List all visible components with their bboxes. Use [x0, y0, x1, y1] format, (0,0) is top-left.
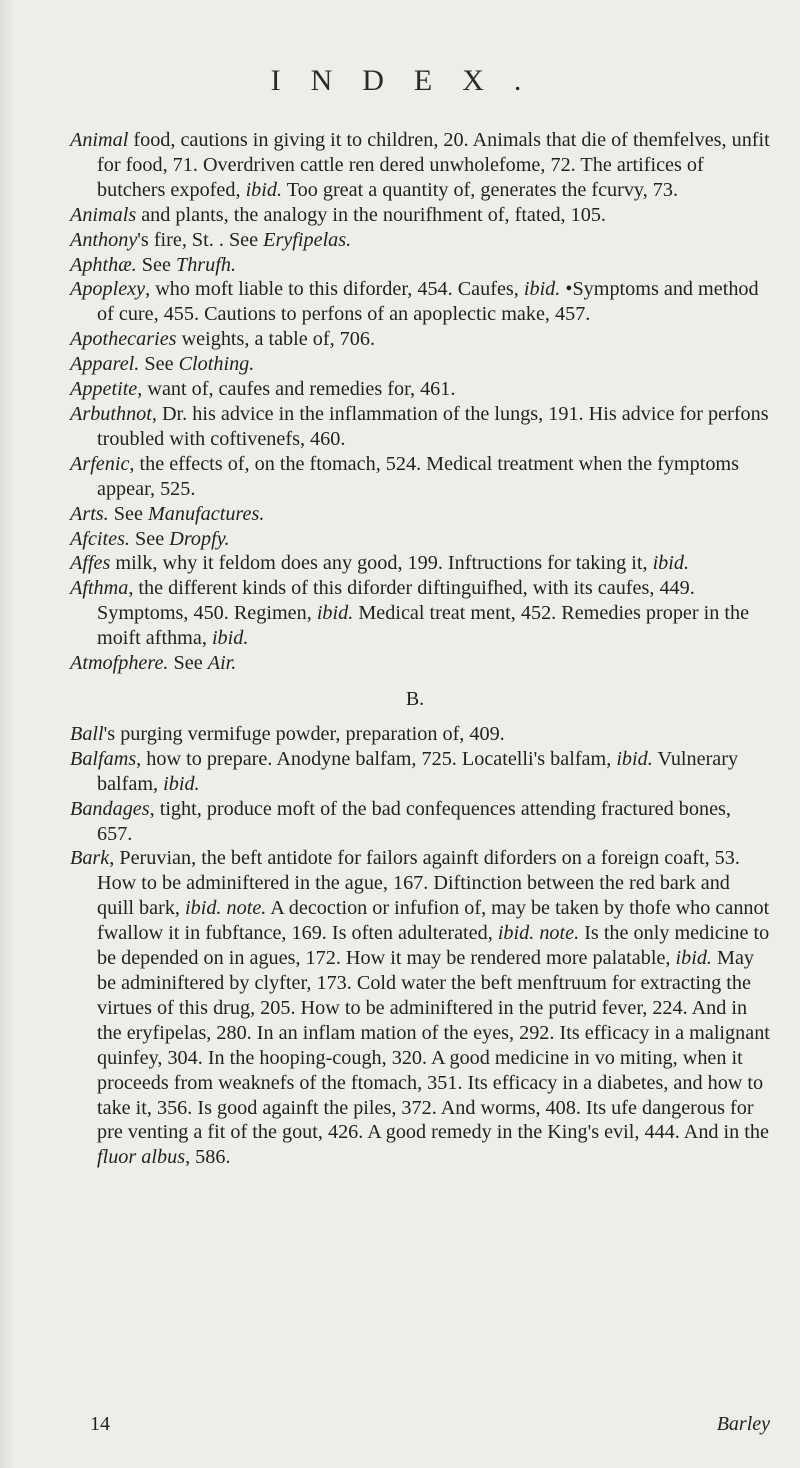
entry-italic-ref: Eryfipelas. — [263, 228, 352, 251]
entry-italic-ref: fluor albus — [97, 1146, 186, 1169]
binding-shadow — [0, 0, 14, 1468]
index-entry — [70, 722, 770, 747]
entry-text: , the effects of, on the ftomach, 524. Medical treatment when the fymptoms appear, 525. — [97, 452, 739, 500]
index-entry — [70, 576, 770, 651]
index-entry — [70, 747, 770, 797]
entry-text: See — [108, 502, 148, 525]
running-head: INDEX. — [270, 64, 552, 97]
index-entry — [70, 551, 770, 576]
entry-text: weights, a table of, 706. — [176, 328, 375, 351]
index-entry — [70, 377, 770, 402]
entry-text: •Symptoms and method of cure, 455. Cautions to perfons of an apoplectic make, 457. — [97, 278, 759, 326]
entry-headword: Affes — [70, 552, 111, 575]
entry-headword: Bandages — [70, 797, 150, 820]
entry-italic-ref: ibid. — [616, 747, 653, 770]
entry-text: Too great a quantity of, generates the fcurvy, 73. — [282, 178, 679, 201]
entry-italic-ref: Thrufh. — [175, 253, 237, 276]
entry-headword: Aphthæ. — [70, 253, 137, 276]
entry-text: See — [139, 353, 179, 376]
entry-text: Medical treat ment, 452. Remedies proper in the moift afthma, — [97, 602, 750, 650]
entry-text: milk, why it feldom does any good, 199. Inftructions for taking it, — [110, 552, 653, 575]
index-entries — [70, 128, 770, 1170]
index-entry — [70, 228, 770, 253]
index-entry — [70, 352, 770, 377]
entry-text: and plants, the analogy in the nourifhment of, ftated, 105. — [136, 203, 606, 226]
signature-mark: 14 — [90, 1413, 110, 1435]
entry-italic-ref: ibid. — [652, 552, 690, 575]
index-entry — [70, 452, 770, 502]
entry-italic-ref: Air. — [207, 652, 237, 675]
entry-headword: Apoplexy — [70, 278, 146, 301]
entry-text: , tight, produce moft of the bad confequences attending fractured bones, 657. — [97, 797, 731, 845]
entry-italic-ref: ibid. — [163, 772, 200, 795]
index-entry — [70, 502, 770, 527]
entry-italic-ref: ibid. — [211, 627, 249, 650]
entry-text: 's purging vermifuge powder, preparation of, 409. — [103, 722, 505, 745]
index-entry — [70, 527, 770, 552]
entry-italic-ref: ibid. — [245, 178, 283, 201]
index-entry — [70, 277, 770, 327]
entry-italic-ref: ibid. — [675, 947, 712, 970]
entry-text: See — [129, 527, 170, 550]
entry-text: See — [168, 652, 208, 675]
entry-text: , how to prepare. Anodyne balfam, 725. Locatelli's balfam, — [136, 747, 617, 770]
entry-headword: Ball — [70, 722, 104, 745]
entry-text: 's fire, St. . See — [137, 228, 264, 251]
entry-headword: Atmofphere. — [70, 652, 169, 675]
index-entry — [70, 253, 770, 278]
index-group-a — [70, 128, 770, 676]
index-entry — [70, 846, 770, 1170]
entry-headword: Afthma — [70, 577, 129, 600]
entry-headword: Balfams — [70, 747, 137, 770]
entry-headword: Appetite — [70, 378, 138, 401]
entry-headword: Bark — [70, 847, 110, 870]
index-entry — [70, 327, 770, 352]
entry-headword: Animals — [70, 203, 137, 226]
entry-text: , Dr. his advice in the inflammation of the lungs, 191. His advice for perfons troubled with coftivenefs, 460. — [97, 402, 769, 450]
entry-text: , Peruvian, the beft antidote for failors againft diforders on a foreign coaft, 53. How to be adminiftered in the ague, 167. Diftinction between the red bark and quill bark, — [97, 847, 740, 920]
entry-text: , 586. — [185, 1146, 231, 1169]
entry-text: Is the only medicine to be depended on in agues, 172. How it may be rendered more palatable, — [97, 922, 770, 970]
index-entry — [70, 128, 770, 203]
entry-text: , who moft liable to this diforder, 454. Caufes, — [145, 278, 524, 301]
entry-text: A decoction or infufion of, may be taken by thofe who cannot fwallow it in fubftance, 169. Is often adulterated, — [97, 897, 770, 945]
entry-headword: Anthony — [70, 228, 138, 251]
entry-italic-ref: Manufactures. — [147, 502, 265, 525]
entry-headword: Arts. — [70, 502, 109, 525]
entry-italic-ref: ibid. — [523, 278, 561, 301]
entry-text: , want of, caufes and remedies for, 461. — [137, 378, 456, 401]
entry-text: Vulnerary balfam, — [97, 747, 739, 795]
index-entry — [70, 651, 770, 676]
entry-headword: Arbuthnot — [70, 402, 152, 425]
entry-italic-ref: ibid. — [316, 602, 354, 625]
entry-headword: Apothecaries — [70, 328, 177, 351]
entry-headword: Animal — [70, 129, 129, 151]
index-entry — [70, 402, 770, 452]
index-entry — [70, 203, 770, 228]
entry-italic-ref: ibid. note. — [497, 922, 580, 945]
entry-text: May be adminiftered by clyfter, 173. Cold water the beft menftruum for extracting the virtues of this drug, 205. How to be adminiftered in the putrid fever, 224. And in the eryfipelas, 280. In an inflam mation of the eyes, 292. Its efficacy in a malignant quinfey, 304. In the hooping-cough, 320. A good medicine in vo miting, when it proceeds from weaknefs of the ftomach, 351. Its efficacy in a diabetes, and how to take it, 356. Is good againft the piles, 372. And worms, 408. Its ufe dangerous for pre venting a fit of the gout, 426. A good remedy in the King's evil, 444. And in the — [97, 947, 770, 1144]
entry-italic-ref: ibid. note. — [185, 897, 267, 920]
entry-italic-ref: Dropfy. — [169, 527, 230, 550]
entry-italic-ref: Clothing. — [178, 353, 255, 376]
entry-headword: Afcites. — [70, 527, 130, 550]
entry-headword: Arfenic — [70, 452, 130, 475]
entry-text: See — [136, 253, 176, 276]
index-entry — [70, 797, 770, 847]
entry-headword: Apparel. — [70, 353, 140, 376]
index-group-b — [70, 722, 770, 1170]
entry-text: , the different kinds of this diforder diftinguifhed, with its caufes, 449. Symptoms, 450. Regimen, — [97, 577, 695, 625]
catchword: Barley — [716, 1413, 770, 1435]
section-letter-b: B. — [405, 687, 425, 710]
entry-text: food, cautions in giving it to children, 20. Animals that die of themfelves, unfit for food, 71. Overdriven cattle ren dered unwholefome, 72. The artifices of butchers expofed, — [97, 129, 770, 201]
